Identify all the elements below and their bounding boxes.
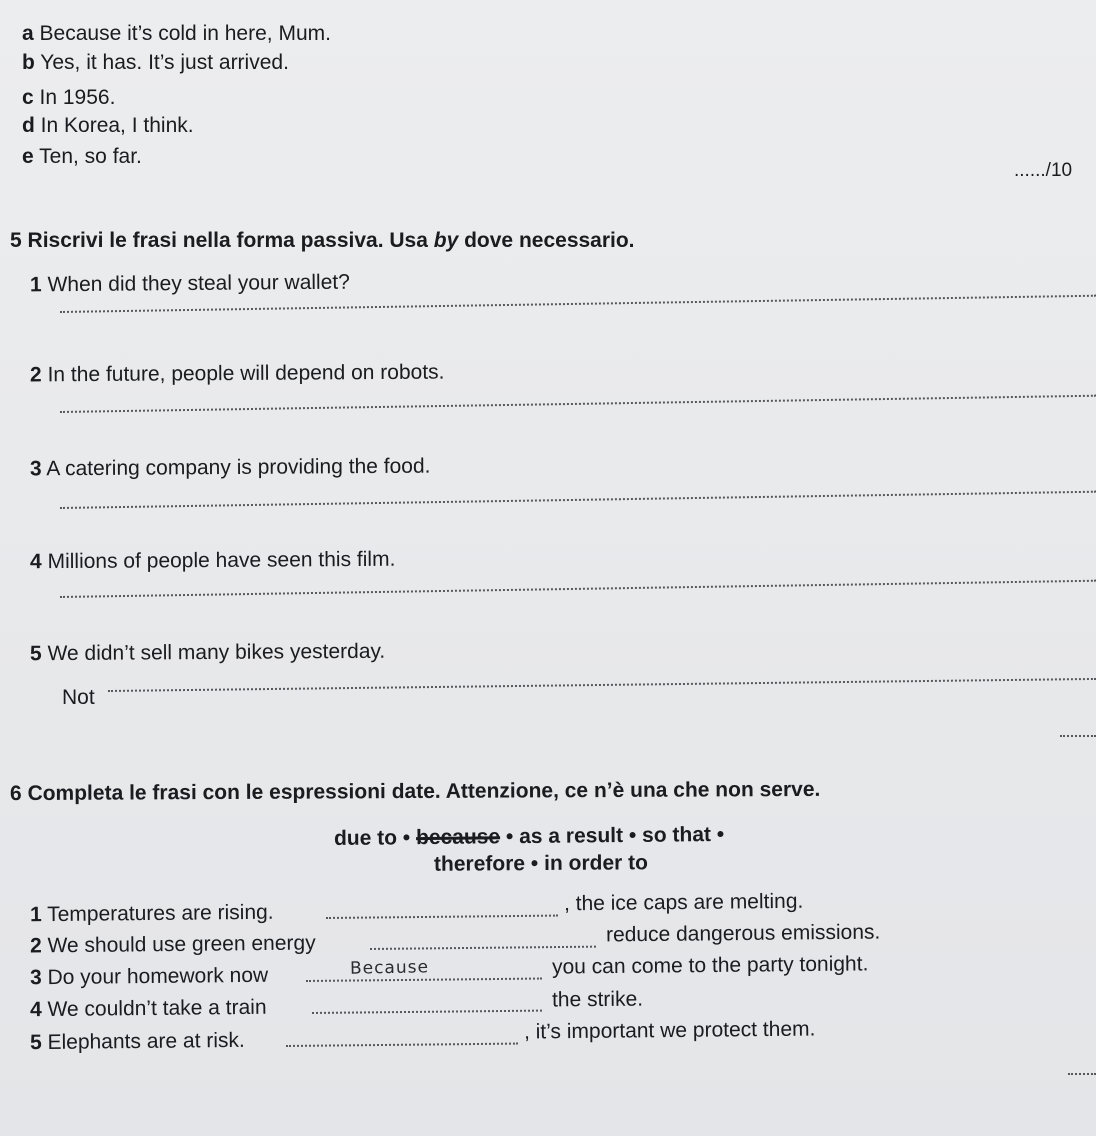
s6-score-dots <box>1068 1073 1096 1075</box>
s6-blank-4[interactable] <box>312 1010 542 1014</box>
s6-blank-5[interactable] <box>286 1043 518 1047</box>
s6-item-5: 5 Elephants are at risk. <box>29 1028 245 1055</box>
s6-item-5-after: , it’s important we protect them. <box>523 1017 816 1044</box>
answer-b: b Yes, it has. It’s just arrived. <box>22 51 289 74</box>
option-due-to: due to <box>333 826 398 851</box>
score-field[interactable]: ....../10 <box>1014 160 1073 181</box>
handwritten-answer-3: Because <box>349 957 430 979</box>
section-5-heading: 5 Riscrivi le frasi nella forma passiva. Usa by dove necessario. <box>10 229 635 252</box>
s6-blank-1[interactable] <box>326 915 558 919</box>
s5-answer-line-3[interactable] <box>60 491 1096 509</box>
s5-item-5: 5 We didn’t sell many bikes yesterday. <box>29 639 386 666</box>
s5-answer-line-1[interactable] <box>60 295 1096 313</box>
option-because-crossed: because <box>415 825 501 850</box>
word-box-line-2: therefore • in order to <box>433 851 648 876</box>
option-so-that: so that <box>641 823 712 847</box>
s5-item-3: 3 A catering company is providing the food. <box>29 454 431 481</box>
s6-item-4: 4 We couldn’t take a train <box>29 995 267 1022</box>
option-as-a-result: as a result <box>519 824 624 849</box>
s6-item-2-after: reduce dangerous emissions. <box>605 920 881 947</box>
s6-item-3: 3 Do your homework now <box>29 963 269 990</box>
s5-item-1: 1 When did they steal your wallet? <box>29 270 350 297</box>
option-therefore: therefore <box>433 852 526 876</box>
s6-item-1-after: , the ice caps are melting. <box>563 889 804 916</box>
s5-score-dots <box>1060 735 1096 737</box>
answer-d: d In Korea, I think. <box>22 114 194 137</box>
s5-item-4: 4 Millions of people have seen this film. <box>29 547 396 574</box>
word-box-line-1: due to • because • as a result • so that • <box>333 822 725 851</box>
s6-blank-2[interactable] <box>370 946 596 950</box>
s6-blank-3[interactable] <box>306 978 542 982</box>
s5-prompt-not: Not <box>62 686 95 709</box>
s5-answer-line-4[interactable] <box>60 580 1096 598</box>
option-in-order-to: in order to <box>543 851 648 875</box>
s5-item-2: 2 In the future, people will depend on robots. <box>29 360 445 387</box>
answer-a: a Because it’s cold in here, Mum. <box>22 22 331 45</box>
answer-c: c In 1956. <box>22 86 116 109</box>
s6-item-1: 1 Temperatures are rising. <box>29 900 274 927</box>
s6-item-3-after: you can come to the party tonight. <box>551 952 869 979</box>
s6-item-2: 2 We should use green energy <box>29 931 316 958</box>
s6-item-4-after: the strike. <box>551 987 644 1012</box>
section-6-heading: 6 Completa le frasi con le espressioni date. Attenzione, ce n’è una che non serve. <box>9 777 821 806</box>
s5-answer-line-5[interactable] <box>108 678 1096 692</box>
answer-e: e Ten, so far. <box>22 145 142 168</box>
s5-answer-line-2[interactable] <box>60 395 1096 413</box>
